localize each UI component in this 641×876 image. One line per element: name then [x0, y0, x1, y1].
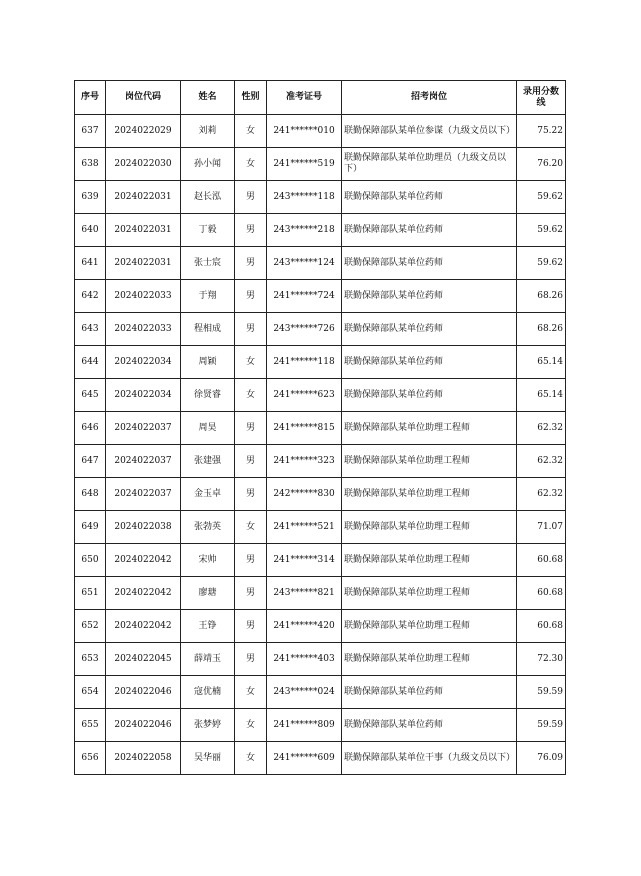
cell-recruit-position: 联勤保障部队某单位药师 [342, 181, 517, 214]
cell-gender: 女 [235, 115, 267, 148]
cell-score-line: 71.07 [517, 511, 566, 544]
cell-recruit-position: 联勤保障部队某单位助理工程师 [342, 610, 517, 643]
cell-position-code: 2024022031 [106, 247, 181, 280]
table-row [75, 379, 566, 412]
cell-score-line: 62.32 [517, 478, 566, 511]
cell-name: 金玉卓 [181, 478, 235, 511]
cell-gender: 女 [235, 709, 267, 742]
cell-gender: 男 [235, 313, 267, 346]
cell-exam-ticket-number: 241******403 [267, 643, 342, 676]
table-row [75, 676, 566, 709]
table-row [75, 181, 566, 214]
cell-gender: 男 [235, 577, 267, 610]
cell-score-line: 60.68 [517, 610, 566, 643]
cell-position-code: 2024022037 [106, 478, 181, 511]
cell-recruit-position: 联勤保障部队某单位参谋（九级文员以下） [342, 115, 517, 148]
cell-exam-ticket-number: 241******314 [267, 544, 342, 577]
cell-exam-ticket-number: 241******519 [267, 148, 342, 181]
cell-gender: 女 [235, 742, 267, 775]
cell-position-code: 2024022033 [106, 280, 181, 313]
cell-name: 程相成 [181, 313, 235, 346]
cell-gender: 男 [235, 610, 267, 643]
cell-name: 张勃英 [181, 511, 235, 544]
cell-serial-number: 645 [75, 379, 106, 412]
cell-exam-ticket-number: 241******809 [267, 709, 342, 742]
cell-serial-number: 640 [75, 214, 106, 247]
table-row [75, 643, 566, 676]
cell-recruit-position: 联勤保障部队某单位干事（九级文员以下） [342, 742, 517, 775]
cell-score-line: 62.32 [517, 445, 566, 478]
cell-gender: 男 [235, 280, 267, 313]
cell-exam-ticket-number: 241******724 [267, 280, 342, 313]
cell-score-line: 72.30 [517, 643, 566, 676]
cell-serial-number: 655 [75, 709, 106, 742]
cell-name: 丁毅 [181, 214, 235, 247]
cell-position-code: 2024022038 [106, 511, 181, 544]
cell-gender: 男 [235, 544, 267, 577]
cell-exam-ticket-number: 241******521 [267, 511, 342, 544]
cell-recruit-position: 联勤保障部队某单位助理工程师 [342, 577, 517, 610]
cell-recruit-position: 联勤保障部队某单位药师 [342, 676, 517, 709]
cell-gender: 女 [235, 379, 267, 412]
cell-serial-number: 642 [75, 280, 106, 313]
cell-name: 张梦婷 [181, 709, 235, 742]
cell-exam-ticket-number: 243******218 [267, 214, 342, 247]
cell-exam-ticket-number: 241******420 [267, 610, 342, 643]
cell-exam-ticket-number: 241******118 [267, 346, 342, 379]
cell-serial-number: 649 [75, 511, 106, 544]
cell-recruit-position: 联勤保障部队某单位药师 [342, 709, 517, 742]
cell-serial-number: 654 [75, 676, 106, 709]
cell-name: 刘莉 [181, 115, 235, 148]
cell-recruit-position: 联勤保障部队某单位助理工程师 [342, 478, 517, 511]
cell-serial-number: 641 [75, 247, 106, 280]
cell-position-code: 2024022033 [106, 313, 181, 346]
cell-recruit-position: 联勤保障部队某单位助理员（九级文员以下） [342, 148, 517, 181]
cell-recruit-position: 联勤保障部队某单位药师 [342, 379, 517, 412]
cell-name: 宋帅 [181, 544, 235, 577]
table-body [75, 115, 566, 775]
cell-serial-number: 644 [75, 346, 106, 379]
cell-position-code: 2024022046 [106, 709, 181, 742]
cell-name: 王铮 [181, 610, 235, 643]
cell-gender: 男 [235, 643, 267, 676]
cell-score-line: 65.14 [517, 346, 566, 379]
cell-score-line: 59.62 [517, 181, 566, 214]
table-row [75, 445, 566, 478]
table-row [75, 709, 566, 742]
cell-exam-ticket-number: 243******726 [267, 313, 342, 346]
cell-score-line: 62.32 [517, 412, 566, 445]
cell-recruit-position: 联勤保障部队某单位药师 [342, 313, 517, 346]
cell-name: 张建强 [181, 445, 235, 478]
cell-gender: 男 [235, 445, 267, 478]
header-name: 姓名 [181, 81, 235, 115]
cell-position-code: 2024022031 [106, 181, 181, 214]
cell-score-line: 65.14 [517, 379, 566, 412]
cell-name: 薛靖玉 [181, 643, 235, 676]
cell-score-line: 75.22 [517, 115, 566, 148]
cell-position-code: 2024022042 [106, 610, 181, 643]
cell-score-line: 76.20 [517, 148, 566, 181]
cell-position-code: 2024022034 [106, 379, 181, 412]
cell-position-code: 2024022030 [106, 148, 181, 181]
cell-gender: 女 [235, 511, 267, 544]
cell-position-code: 2024022029 [106, 115, 181, 148]
table-row [75, 544, 566, 577]
cell-exam-ticket-number: 243******124 [267, 247, 342, 280]
header-gender: 性别 [235, 81, 267, 115]
cell-position-code: 2024022042 [106, 544, 181, 577]
cell-recruit-position: 联勤保障部队某单位助理工程师 [342, 412, 517, 445]
cell-position-code: 2024022046 [106, 676, 181, 709]
cell-position-code: 2024022058 [106, 742, 181, 775]
admission-score-table [74, 80, 566, 775]
cell-recruit-position: 联勤保障部队某单位药师 [342, 346, 517, 379]
cell-recruit-position: 联勤保障部队某单位助理工程师 [342, 511, 517, 544]
cell-gender: 男 [235, 478, 267, 511]
table-row [75, 313, 566, 346]
cell-gender: 女 [235, 346, 267, 379]
cell-serial-number: 651 [75, 577, 106, 610]
cell-exam-ticket-number: 241******623 [267, 379, 342, 412]
cell-name: 吴华丽 [181, 742, 235, 775]
cell-position-code: 2024022045 [106, 643, 181, 676]
cell-position-code: 2024022037 [106, 445, 181, 478]
table-row [75, 280, 566, 313]
cell-serial-number: 650 [75, 544, 106, 577]
header-serial-number: 序号 [75, 81, 106, 115]
cell-score-line: 59.62 [517, 214, 566, 247]
cell-position-code: 2024022042 [106, 577, 181, 610]
cell-gender: 女 [235, 676, 267, 709]
cell-gender: 男 [235, 247, 267, 280]
table-row [75, 478, 566, 511]
cell-serial-number: 647 [75, 445, 106, 478]
cell-serial-number: 638 [75, 148, 106, 181]
cell-score-line: 68.26 [517, 313, 566, 346]
cell-gender: 男 [235, 214, 267, 247]
cell-score-line: 59.59 [517, 709, 566, 742]
cell-name: 赵长泓 [181, 181, 235, 214]
header-exam-ticket-number: 准考证号 [267, 81, 342, 115]
cell-exam-ticket-number: 243******118 [267, 181, 342, 214]
cell-exam-ticket-number: 241******815 [267, 412, 342, 445]
cell-score-line: 76.09 [517, 742, 566, 775]
cell-name: 廖瑭 [181, 577, 235, 610]
table-row [75, 247, 566, 280]
table-row [75, 577, 566, 610]
table-row [75, 610, 566, 643]
cell-recruit-position: 联勤保障部队某单位助理工程师 [342, 643, 517, 676]
cell-score-line: 59.62 [517, 247, 566, 280]
cell-score-line: 59.59 [517, 676, 566, 709]
cell-position-code: 2024022031 [106, 214, 181, 247]
header-position-code: 岗位代码 [106, 81, 181, 115]
cell-exam-ticket-number: 241******609 [267, 742, 342, 775]
cell-recruit-position: 联勤保障部队某单位药师 [342, 280, 517, 313]
cell-serial-number: 637 [75, 115, 106, 148]
cell-exam-ticket-number: 241******010 [267, 115, 342, 148]
cell-name: 徐贤睿 [181, 379, 235, 412]
cell-exam-ticket-number: 243******024 [267, 676, 342, 709]
cell-score-line: 60.68 [517, 544, 566, 577]
cell-gender: 男 [235, 412, 267, 445]
table-row [75, 346, 566, 379]
table-row [75, 148, 566, 181]
cell-name: 寇优楠 [181, 676, 235, 709]
cell-recruit-position: 联勤保障部队某单位药师 [342, 247, 517, 280]
cell-serial-number: 648 [75, 478, 106, 511]
cell-score-line: 60.68 [517, 577, 566, 610]
cell-gender: 女 [235, 148, 267, 181]
cell-name: 孙小闻 [181, 148, 235, 181]
cell-gender: 男 [235, 181, 267, 214]
cell-serial-number: 653 [75, 643, 106, 676]
header-score-line: 录用分数线 [517, 81, 566, 115]
cell-serial-number: 639 [75, 181, 106, 214]
cell-exam-ticket-number: 243******821 [267, 577, 342, 610]
table-row [75, 412, 566, 445]
table-header-row [75, 81, 566, 115]
cell-exam-ticket-number: 242******830 [267, 478, 342, 511]
cell-name: 于翔 [181, 280, 235, 313]
table-row [75, 115, 566, 148]
cell-position-code: 2024022037 [106, 412, 181, 445]
header-recruit-position: 招考岗位 [342, 81, 517, 115]
cell-recruit-position: 联勤保障部队某单位药师 [342, 214, 517, 247]
table-row [75, 214, 566, 247]
table-row [75, 511, 566, 544]
cell-name: 周颖 [181, 346, 235, 379]
table-row [75, 742, 566, 775]
cell-recruit-position: 联勤保障部队某单位助理工程师 [342, 445, 517, 478]
cell-score-line: 68.26 [517, 280, 566, 313]
cell-name: 张士宸 [181, 247, 235, 280]
cell-serial-number: 646 [75, 412, 106, 445]
cell-recruit-position: 联勤保障部队某单位助理工程师 [342, 544, 517, 577]
cell-position-code: 2024022034 [106, 346, 181, 379]
cell-serial-number: 643 [75, 313, 106, 346]
cell-serial-number: 652 [75, 610, 106, 643]
cell-name: 周昊 [181, 412, 235, 445]
cell-exam-ticket-number: 241******323 [267, 445, 342, 478]
cell-serial-number: 656 [75, 742, 106, 775]
